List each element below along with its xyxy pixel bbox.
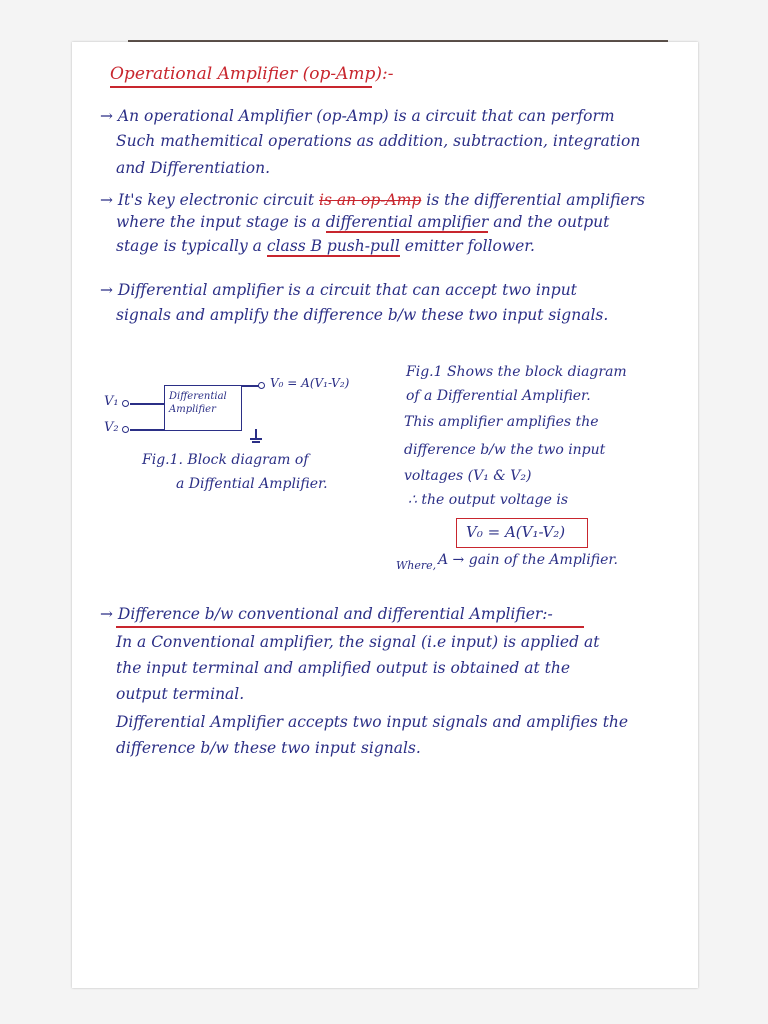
para2-line3-pre: stage is typically a (116, 237, 262, 255)
para2-line3-post: emitter follower. (404, 237, 535, 255)
title-underline (110, 86, 372, 88)
para2-struck-text: is an op-Amp (319, 191, 422, 209)
formula-text: V₀ = A(V₁-V₂) (466, 523, 566, 541)
explain-line5: voltages (V₁ & V₂) (404, 468, 532, 484)
input-v1-terminal (122, 400, 129, 407)
explain-line6: ∴ the output voltage is (408, 492, 569, 508)
input-v2-terminal (122, 426, 129, 433)
notebook-page (72, 42, 698, 988)
para2-line2-pre: where the input stage is a (116, 213, 321, 231)
differential-amplifier-block (164, 385, 242, 431)
explain-line3: This amplifier amplifies the (404, 414, 599, 430)
output-terminal (258, 382, 265, 389)
heading2-underline (116, 626, 584, 628)
class-b-push-pull-highlight: class B push-pull (266, 237, 400, 255)
para2-line2-post: and the output (493, 213, 610, 231)
input-v1-label: V₁ (104, 394, 119, 409)
para4-line3: output terminal. (116, 685, 245, 703)
block-label-line2: Amplifier (169, 404, 216, 415)
para3-line1: → Differential amplifier is a circuit that can accept two input (100, 281, 577, 299)
output-label: V₀ = A(V₁-V₂) (270, 376, 350, 390)
differential-amplifier-highlight: differential amplifier (325, 213, 489, 231)
para2-line2 (116, 212, 609, 232)
para2-line3 (116, 236, 535, 256)
page-title: Operational Amplifier (op-Amp):- (110, 64, 394, 84)
para5-line2: difference b/w these two input signals. (116, 739, 421, 757)
para2-line1-pre: → It's key electronic circuit (100, 191, 315, 209)
ground-symbol-1 (250, 438, 262, 440)
figure-caption-line1: Fig.1. Block diagram of (142, 452, 309, 468)
section-heading-difference: → Difference b/w conventional and differential Amplifier:- (100, 605, 553, 623)
explain-line1: Fig.1 Shows the block diagram (406, 364, 627, 380)
para2-line1 (100, 190, 645, 210)
block-label (169, 390, 227, 416)
figure-caption-line2: a Diffential Amplifier. (176, 476, 328, 492)
para1-line1: → An operational Amplifier (op-Amp) is a circuit that can perform (100, 107, 615, 125)
output-wire (241, 385, 259, 387)
explain-line2: of a Differential Amplifier. (406, 388, 591, 404)
para1-line3: and Differentiation. (116, 159, 271, 177)
where-definition: A → gain of the Amplifier. (438, 552, 618, 568)
para3-line2: signals and amplify the difference b/w these two input signals. (116, 306, 609, 324)
para2-line1-post: is the differential amplifiers (426, 191, 645, 209)
para4-line1: In a Conventional amplifier, the signal (i.e input) is applied at (116, 633, 600, 651)
ground-symbol-2 (252, 441, 260, 443)
para1-line2: Such mathemitical operations as addition, subtraction, integration (116, 132, 641, 150)
explain-line4: difference b/w the two input (404, 442, 606, 458)
input-v1-wire (130, 403, 164, 405)
input-v2-label: V₂ (104, 420, 119, 435)
where-label: Where, (396, 559, 437, 572)
input-v2-wire (130, 429, 164, 431)
para5-line1: Differential Amplifier accepts two input signals and amplifies the (116, 713, 629, 731)
block-label-line1: Differential (169, 391, 227, 402)
para4-line2: the input terminal and amplified output is obtained at the (116, 659, 571, 677)
